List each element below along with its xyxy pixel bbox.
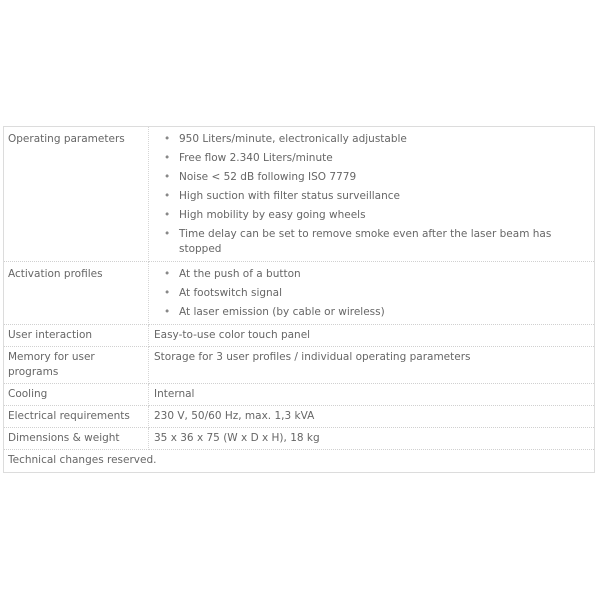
spec-row-cooling bbox=[4, 384, 595, 406]
spec-row-electrical bbox=[4, 406, 595, 428]
list-item bbox=[164, 170, 589, 185]
list-item-text: At laser emission (by cable or wireless) bbox=[179, 306, 385, 318]
list-item bbox=[164, 189, 589, 204]
bullet-icon: • bbox=[164, 228, 171, 240]
bullet-icon: • bbox=[164, 171, 171, 183]
spec-label: Activation profiles bbox=[4, 262, 149, 325]
spec-row-activation-profiles bbox=[4, 262, 595, 325]
bullet-icon: • bbox=[164, 190, 171, 202]
spec-value bbox=[149, 127, 595, 262]
spec-label: Dimensions & weight bbox=[4, 428, 149, 450]
list-item-text: Noise < 52 dB following ISO 7779 bbox=[179, 171, 357, 183]
list-item bbox=[164, 286, 589, 301]
specifications-table bbox=[3, 126, 595, 473]
spec-row-operating-parameters bbox=[4, 127, 595, 262]
bullet-icon: • bbox=[164, 209, 171, 221]
bullet-list bbox=[154, 132, 589, 257]
list-item-text: At the push of a button bbox=[179, 268, 301, 280]
list-item-text: At footswitch signal bbox=[179, 287, 283, 299]
list-item-text: Free flow 2.340 Liters/minute bbox=[179, 152, 333, 164]
spec-value: 230 V, 50/60 Hz, max. 1,3 kVA bbox=[149, 406, 595, 428]
spec-row-dimensions bbox=[4, 428, 595, 450]
spec-value: Storage for 3 user profiles / individual operating parameters bbox=[149, 347, 595, 384]
bullet-icon: • bbox=[164, 268, 171, 280]
technical-note: Technical changes reserved. bbox=[4, 450, 595, 473]
list-item-text: High mobility by easy going wheels bbox=[179, 209, 366, 221]
list-item bbox=[164, 267, 589, 282]
bullet-list bbox=[154, 267, 589, 320]
spec-value: Easy-to-use color touch panel bbox=[149, 325, 595, 347]
list-item bbox=[164, 227, 589, 257]
spec-label: Cooling bbox=[4, 384, 149, 406]
spec-value bbox=[149, 262, 595, 325]
list-item-text: High suction with filter status surveillance bbox=[179, 190, 400, 202]
spec-label: User interaction bbox=[4, 325, 149, 347]
bullet-icon: • bbox=[164, 152, 171, 164]
spec-value: 35 x 36 x 75 (W x D x H), 18 kg bbox=[149, 428, 595, 450]
list-item bbox=[164, 305, 589, 320]
spec-label: Memory for user programs bbox=[4, 347, 149, 384]
spec-row-memory bbox=[4, 347, 595, 384]
list-item bbox=[164, 208, 589, 223]
spec-row-user-interaction bbox=[4, 325, 595, 347]
list-item bbox=[164, 132, 589, 147]
spec-value: Internal bbox=[149, 384, 595, 406]
list-item-text: 950 Liters/minute, electronically adjustable bbox=[179, 133, 407, 145]
bullet-icon: • bbox=[164, 133, 171, 145]
spec-label: Electrical requirements bbox=[4, 406, 149, 428]
list-item-text: Time delay can be set to remove smoke even after the laser beam has stopped bbox=[179, 228, 552, 255]
bullet-icon: • bbox=[164, 287, 171, 299]
bullet-icon: • bbox=[164, 306, 171, 318]
spec-row-note bbox=[4, 450, 595, 473]
list-item bbox=[164, 151, 589, 166]
spec-label: Operating parameters bbox=[4, 127, 149, 262]
